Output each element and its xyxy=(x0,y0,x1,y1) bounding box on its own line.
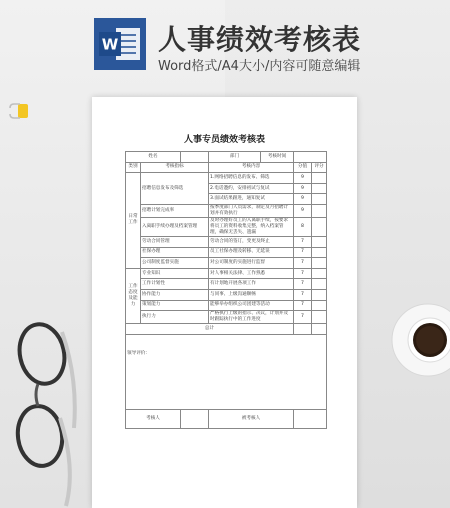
rating-cell[interactable] xyxy=(312,279,327,290)
item-cell: 招聘计划完成率 xyxy=(141,204,209,217)
rating-cell[interactable] xyxy=(312,258,327,269)
total-label: 总计 xyxy=(126,324,294,335)
total-rating xyxy=(312,324,327,335)
col-score: 分值 xyxy=(294,162,312,173)
document-page xyxy=(92,97,357,508)
score-cell: 7 xyxy=(294,311,312,324)
rating-cell[interactable] xyxy=(312,194,327,205)
col-content: 考核内容 xyxy=(209,162,294,173)
score-cell: 7 xyxy=(294,236,312,247)
category-cell: 工作态度及能力 xyxy=(126,268,141,323)
content-cell: 有计划地开展各项工作 xyxy=(209,279,294,290)
table-row xyxy=(126,268,327,279)
table-row xyxy=(126,173,327,184)
date-label: 考核时间 xyxy=(261,152,294,163)
rating-cell[interactable] xyxy=(312,236,327,247)
col-rating: 评分 xyxy=(312,162,327,173)
document-title: 人事专员绩效考核表 xyxy=(183,135,265,145)
assessor-label: 考核人 xyxy=(126,409,181,428)
assessor-sign-field[interactable] xyxy=(181,409,209,428)
table-row xyxy=(126,289,327,300)
item-cell: 专业知识 xyxy=(141,268,209,279)
table-row xyxy=(126,247,327,258)
content-cell: 及时办理好员工的入离职手续，按要求将员工的资料收集完整，纳入档案管理，确保无丢失、遗漏 xyxy=(209,217,294,236)
rating-cell[interactable] xyxy=(312,173,327,184)
score-cell: 7 xyxy=(294,258,312,269)
page-subtitle: Word格式/A4大小/内容可随意编辑 xyxy=(158,59,361,74)
eyeglasses-icon xyxy=(4,318,92,508)
table-row xyxy=(126,258,327,269)
item-cell: 工作计划性 xyxy=(141,279,209,290)
content-cell: 对公司制度的实施进行监督 xyxy=(209,258,294,269)
content-cell: 劳动合同的签订，变更及终止 xyxy=(209,236,294,247)
content-cell: 按季度部门人员需求，制定及月招聘计划并有效执行 xyxy=(209,204,294,217)
item-cell: 公司制度监督实施 xyxy=(141,258,209,269)
assessed-label: 被考核人 xyxy=(209,409,294,428)
category-cell: 日常工作 xyxy=(126,173,141,269)
rating-cell[interactable] xyxy=(312,204,327,217)
dept-label: 部门 xyxy=(209,152,261,163)
content-cell: 对人事相关法律、工作熟悉 xyxy=(209,268,294,279)
item-cell: 入离职手续办理及档案管理 xyxy=(141,217,209,236)
item-cell: 执行力 xyxy=(141,311,209,324)
score-cell: 9 xyxy=(294,173,312,184)
table-row xyxy=(126,279,327,290)
coffee-cup-icon xyxy=(388,300,450,380)
score-cell: 9 xyxy=(294,204,312,217)
date-value[interactable] xyxy=(294,152,327,163)
score-cell: 7 xyxy=(294,279,312,290)
content-cell: 能够举办组织公司团建等活动 xyxy=(209,300,294,311)
rating-cell[interactable] xyxy=(312,289,327,300)
content-cell: 2.电话邀约，安排初试与复试 xyxy=(209,183,294,194)
col-category: 类别 xyxy=(126,162,141,173)
col-item: 考核指标 xyxy=(141,162,209,173)
score-cell: 7 xyxy=(294,289,312,300)
rating-cell[interactable] xyxy=(312,183,327,194)
score-cell: 7 xyxy=(294,300,312,311)
table-row xyxy=(126,311,327,324)
content-cell: 3.面试结果跟进，通知复试 xyxy=(209,194,294,205)
word-logo-icon xyxy=(94,18,146,70)
item-cell: 协作能力 xyxy=(141,289,209,300)
total-score xyxy=(294,324,312,335)
info-row xyxy=(126,152,327,163)
rating-cell[interactable] xyxy=(312,311,327,324)
table-row xyxy=(126,217,327,236)
table-row xyxy=(126,204,327,217)
score-cell: 9 xyxy=(294,183,312,194)
header-row xyxy=(126,162,327,173)
svg-text:W: W xyxy=(101,35,119,54)
evaluation-table xyxy=(125,151,327,429)
content-cell: 员工社保办理及转移、无延误 xyxy=(209,247,294,258)
assessed-sign-field[interactable] xyxy=(294,409,327,428)
item-cell: 招聘信息发布及筛选 xyxy=(141,173,209,205)
rating-cell[interactable] xyxy=(312,300,327,311)
rating-cell[interactable] xyxy=(312,217,327,236)
content-cell: 严格执行上级的指示、决议，计划并及时跟踪执行中的工作进度 xyxy=(209,311,294,324)
comment-row xyxy=(126,334,327,409)
table-row xyxy=(126,236,327,247)
rating-cell[interactable] xyxy=(312,268,327,279)
item-cell: 策划能力 xyxy=(141,300,209,311)
item-cell: 劳动合同管理 xyxy=(141,236,209,247)
name-value[interactable] xyxy=(181,152,209,163)
page-title: 人事绩效考核表 xyxy=(158,23,362,56)
name-label: 姓名 xyxy=(126,152,181,163)
item-cell: 社保办理 xyxy=(141,247,209,258)
binder-clip-icon xyxy=(8,102,34,120)
comment-label: 领导评价： xyxy=(126,334,327,409)
content-cell: 1.网络招聘信息的发布、筛选 xyxy=(209,173,294,184)
signature-row xyxy=(126,409,327,428)
total-row xyxy=(126,324,327,335)
score-cell: 8 xyxy=(294,217,312,236)
score-cell: 7 xyxy=(294,268,312,279)
score-cell: 7 xyxy=(294,247,312,258)
table-row xyxy=(126,300,327,311)
rating-cell[interactable] xyxy=(312,247,327,258)
content-cell: 与同事、上级沟通顺畅 xyxy=(209,289,294,300)
score-cell: 9 xyxy=(294,194,312,205)
